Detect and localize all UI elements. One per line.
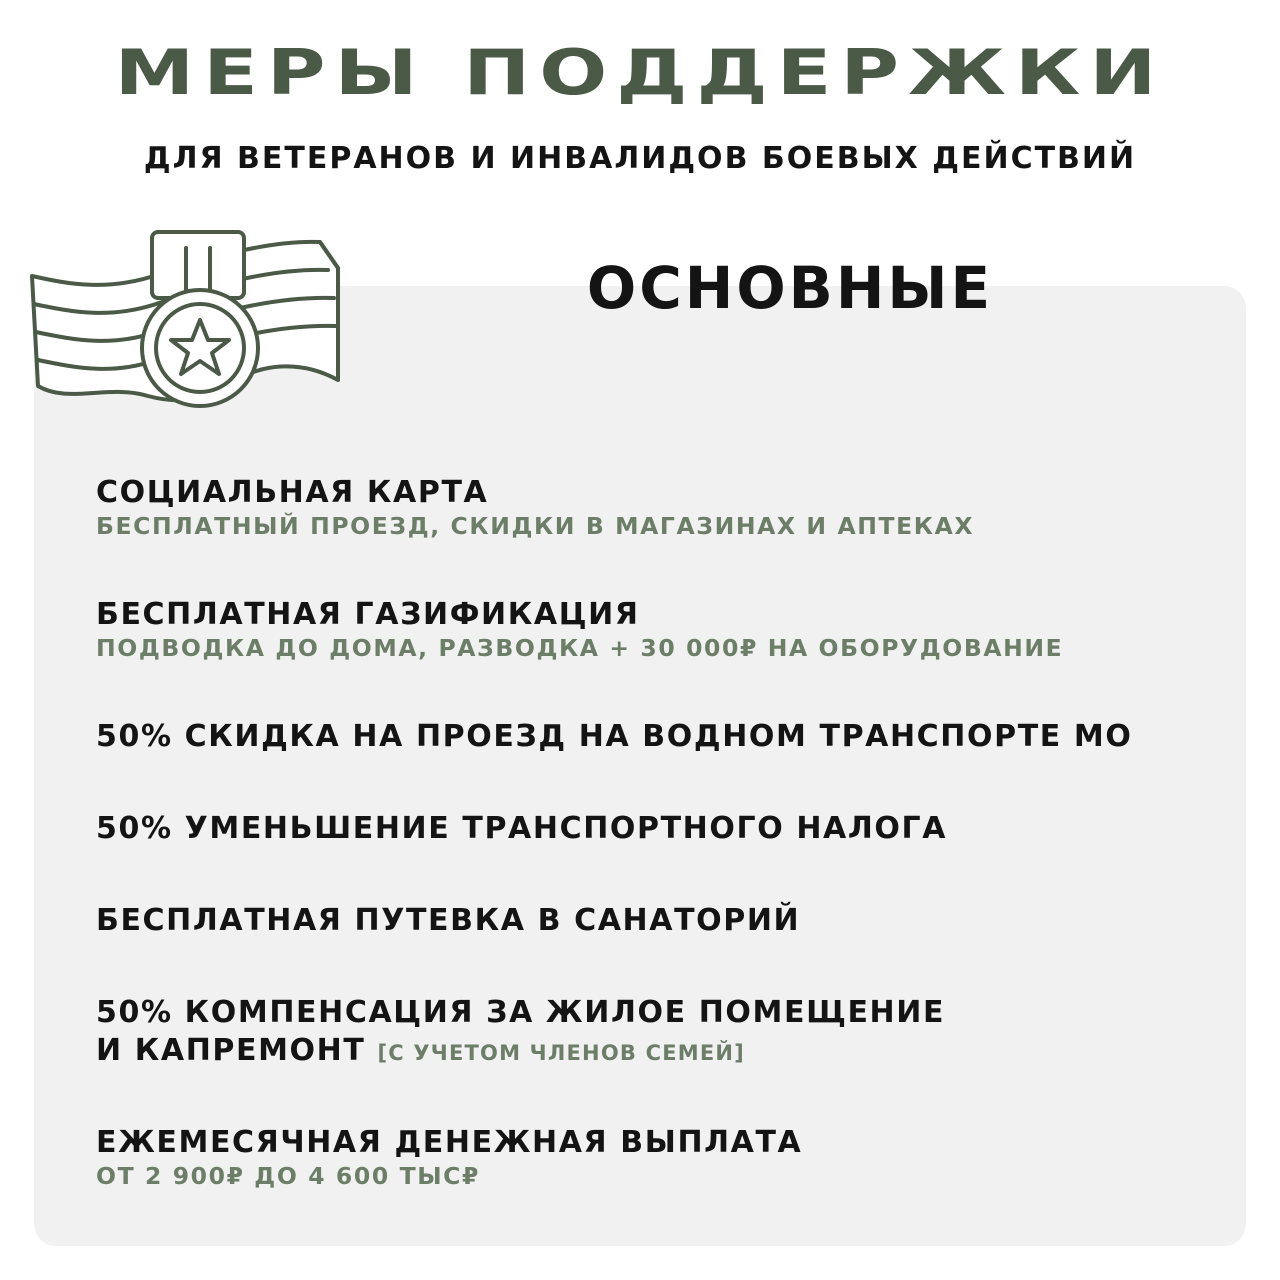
item-title: БЕСПЛАТНАЯ ГАЗИФИКАЦИЯ <box>96 597 640 632</box>
item-title: 50% КОМПЕНСАЦИЯ ЗА ЖИЛОЕ ПОМЕЩЕНИЕ <box>96 995 946 1030</box>
item-title: ЕЖЕМЕСЯЧНАЯ ДЕНЕЖНАЯ ВЫПЛАТА <box>96 1125 803 1160</box>
content-panel <box>34 286 1246 1246</box>
item-title: БЕСПЛАТНАЯ ПУТЕВКА В САНАТОРИЙ <box>96 903 801 938</box>
item-description: ПОДВОДКА ДО ДОМА, РАЗВОДКА + 30 000₽ НА ОБОРУДОВАНИЕ <box>96 634 1064 662</box>
item-note: [С УЧЕТОМ ЧЛЕНОВ СЕМЕЙ] <box>377 1041 745 1065</box>
page-subtitle: ДЛЯ ВЕТЕРАНОВ И ИНВАЛИДОВ БОЕВЫХ ДЕЙСТВИЙ <box>143 141 1137 176</box>
list-item <box>96 810 1216 848</box>
list-item <box>96 474 1216 540</box>
list-item <box>96 1124 1216 1190</box>
item-title: 50% СКИДКА НА ПРОЕЗД НА ВОДНОМ ТРАНСПОРТЕ МО <box>96 719 1133 754</box>
page-title: МЕРЫ ПОДДЕРЖКИ <box>114 36 1166 109</box>
list-item <box>96 718 1216 756</box>
medal-ribbon-icon <box>28 226 346 418</box>
item-title-line2: И КАПРЕМОНТ <box>96 1033 366 1068</box>
section-title: ОСНОВНЫЕ <box>586 254 994 322</box>
list-item <box>96 596 1216 662</box>
item-title-continued <box>96 1032 1216 1072</box>
list-item <box>96 902 1216 940</box>
list-item <box>96 994 1216 1072</box>
item-title: 50% УМЕНЬШЕНИЕ ТРАНСПОРТНОГО НАЛОГА <box>96 811 948 846</box>
item-title: СОЦИАЛЬНАЯ КАРТА <box>96 475 489 510</box>
item-description: ОТ 2 900₽ ДО 4 600 ТЫС₽ <box>96 1162 480 1190</box>
item-description: БЕСПЛАТНЫЙ ПРОЕЗД, СКИДКИ В МАГАЗИНАХ И АПТЕКАХ <box>96 512 975 540</box>
